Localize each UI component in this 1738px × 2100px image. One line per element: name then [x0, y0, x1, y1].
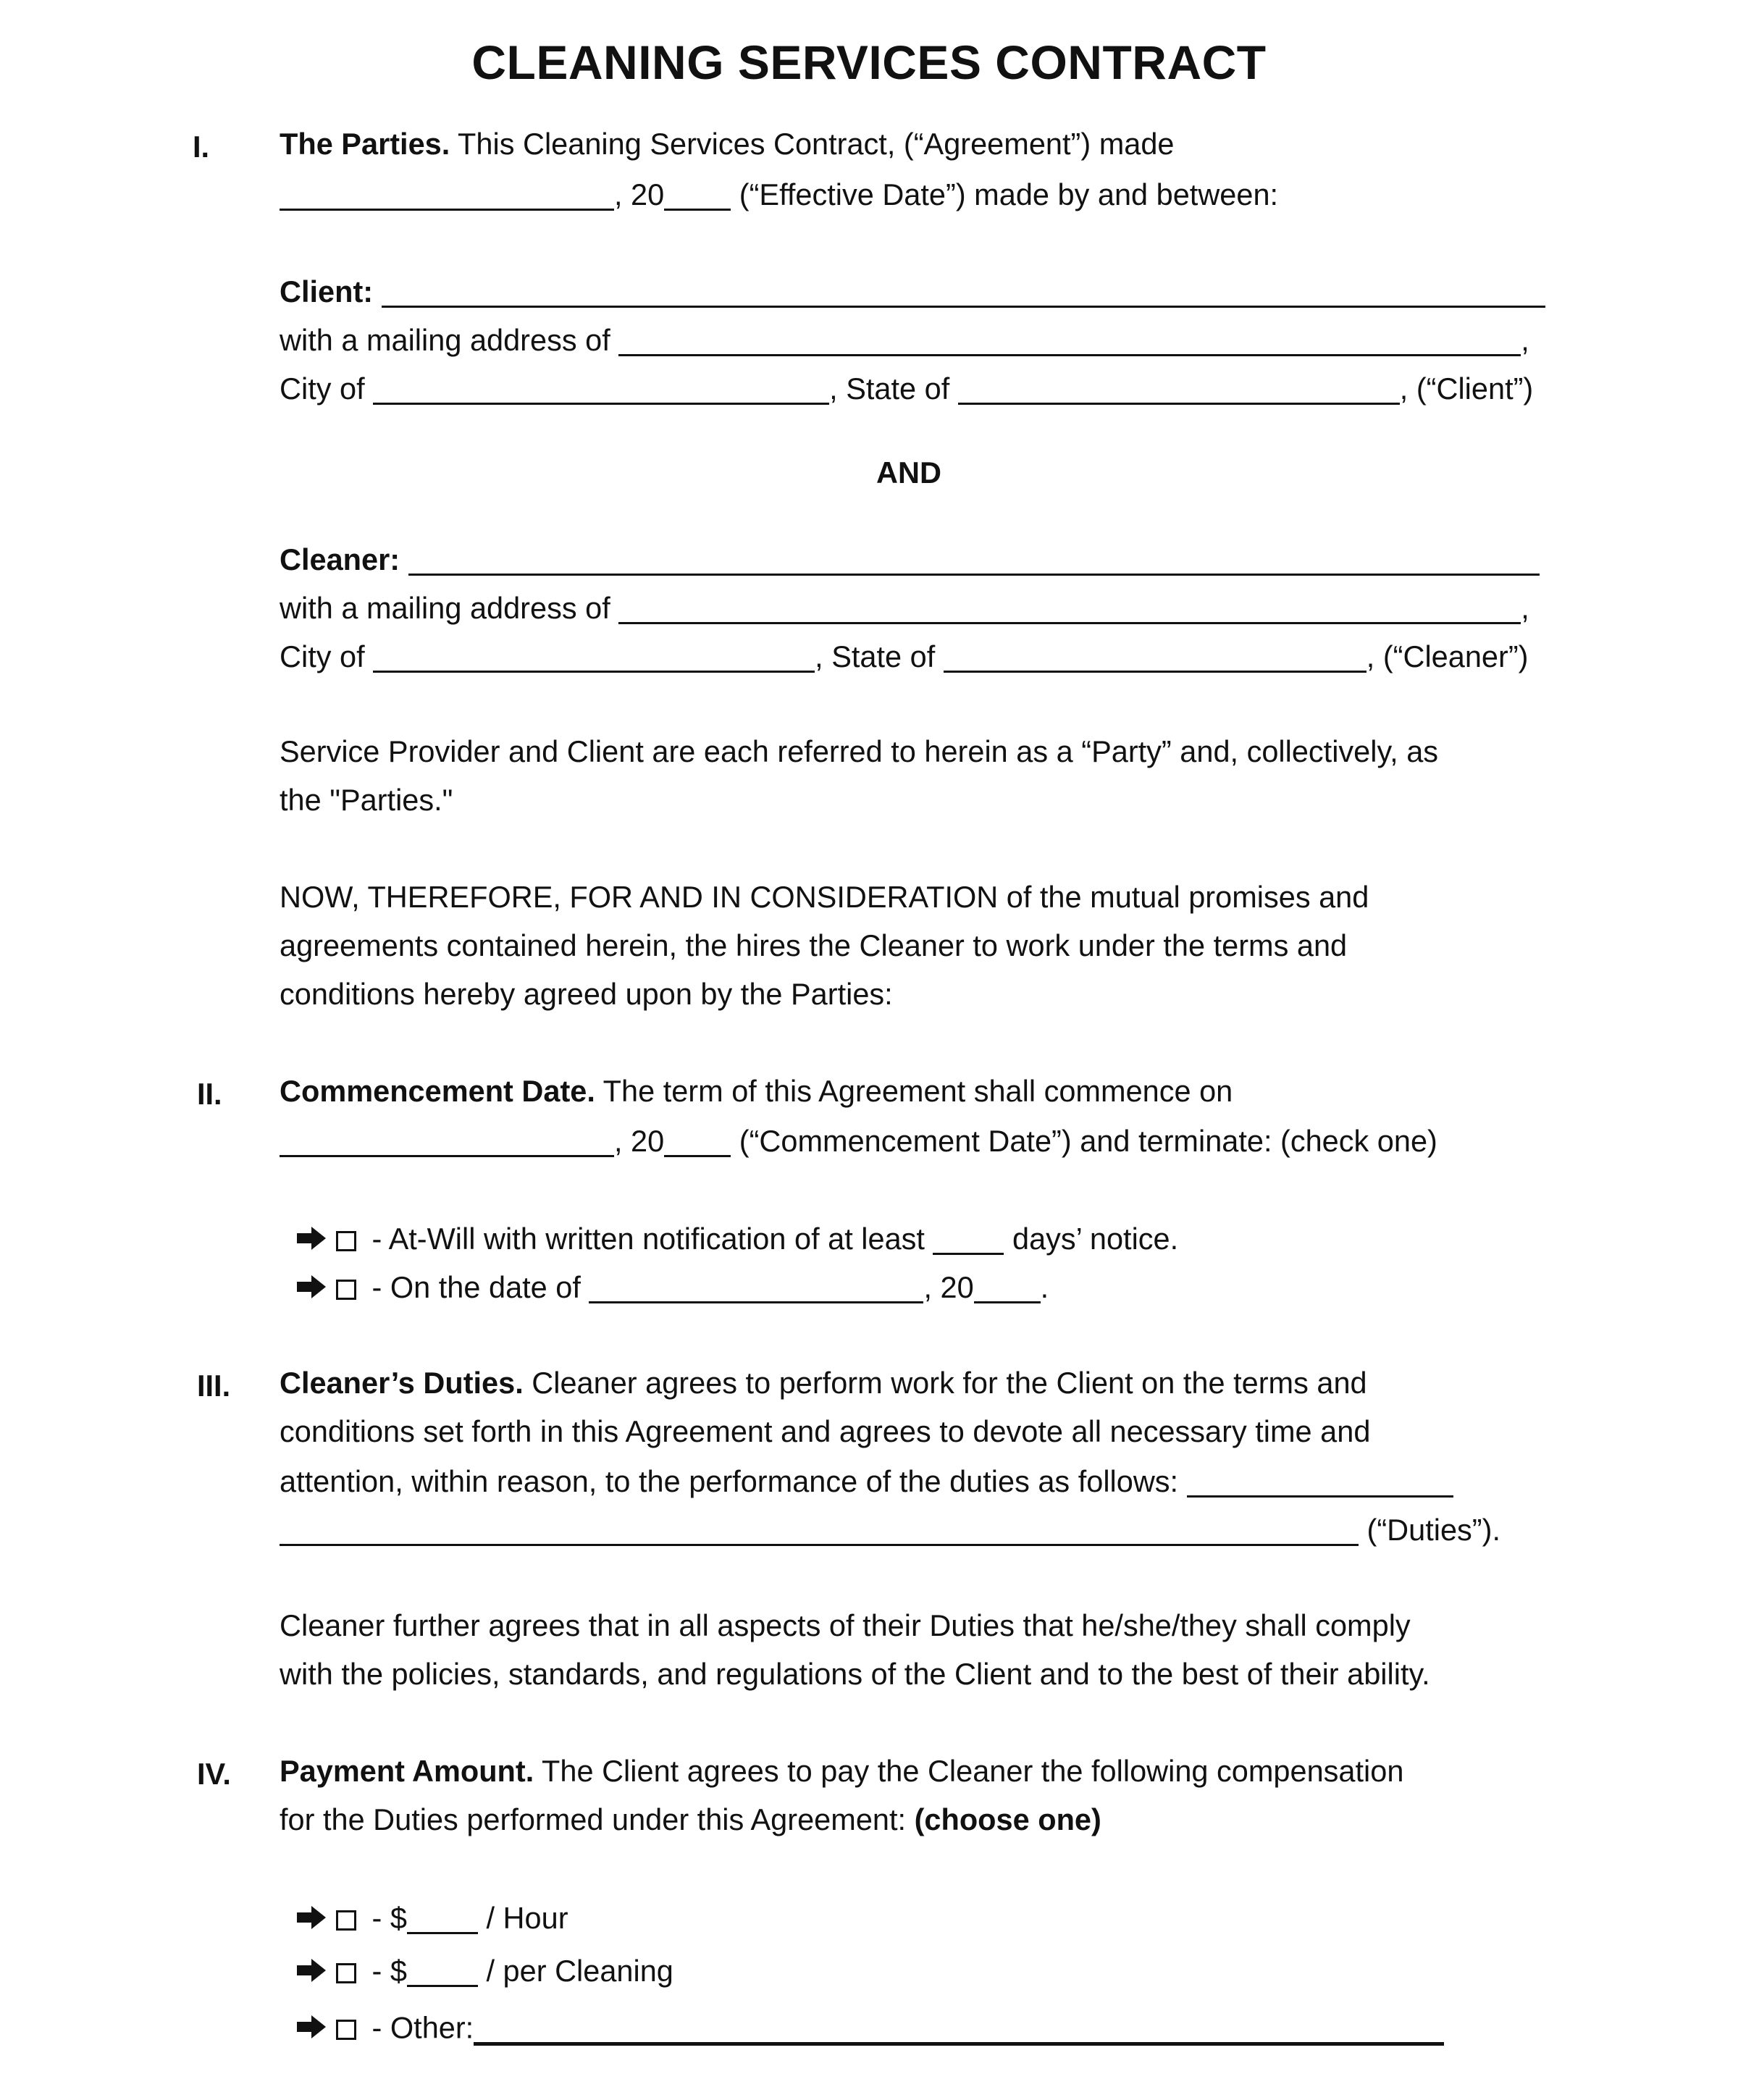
commencement-text: (“Commencement Date”) and terminate: (check one)	[731, 1124, 1437, 1159]
effective-date-blank[interactable]	[280, 178, 614, 211]
section-3-heading: Cleaner’s Duties.	[280, 1366, 524, 1400]
client-defined-term: , (“Client”)	[1399, 371, 1534, 406]
hourly-rate-blank[interactable]	[407, 1902, 478, 1934]
payment-option-hourly	[297, 1902, 568, 1934]
client-address-blank[interactable]	[618, 324, 1521, 356]
client-city-label: City of	[280, 371, 365, 406]
section-number-4: IV.	[197, 1757, 231, 1791]
section-3-line-4	[280, 1513, 1500, 1546]
year-prefix: , 20	[614, 177, 665, 212]
cleaner-name-blank[interactable]	[408, 543, 1540, 576]
duties-blank-1[interactable]	[1187, 1465, 1453, 1498]
cleaner-mailing-label: with a mailing address of	[280, 591, 610, 626]
termination-option-date	[297, 1271, 1049, 1303]
checkbox-icon[interactable]	[336, 1231, 356, 1251]
cleaner-city-label: City of	[280, 639, 365, 674]
section-number-1: I.	[193, 130, 210, 164]
right-arrow-icon	[297, 1904, 326, 1934]
termination-date-blank[interactable]	[589, 1271, 923, 1303]
recital-line-1: NOW, THEREFORE, FOR AND IN CONSIDERATION of the mutual promises and	[280, 880, 1369, 914]
right-arrow-icon	[297, 1957, 326, 1987]
client-name-line	[280, 275, 1545, 308]
checkbox-icon[interactable]	[336, 1963, 356, 1983]
option-text: - Other:	[364, 2010, 474, 2045]
cleaner-address-line	[280, 592, 1529, 624]
cleaner-city-blank[interactable]	[373, 640, 815, 673]
option-text: / per Cleaning	[477, 1954, 673, 1988]
recital-line-3: conditions hereby agreed upon by the Parties:	[280, 977, 893, 1011]
section-3-text: Cleaner agrees to perform work for the Client on the terms and	[523, 1366, 1367, 1400]
section-4-line-2	[280, 1802, 1101, 1836]
cleaner-defined-term: , (“Cleaner”)	[1366, 639, 1529, 674]
section-2-heading: Commencement Date.	[280, 1074, 595, 1108]
right-arrow-icon	[297, 1273, 326, 1303]
option-text: - $	[364, 1954, 407, 1988]
duties-defined-term: (“Duties”).	[1359, 1513, 1500, 1547]
section-3-paragraph-2-line-1: Cleaner further agrees that in all aspects of their Duties that he/she/they shall comply	[280, 1608, 1411, 1642]
termination-year-blank[interactable]	[974, 1271, 1041, 1303]
payment-option-other	[297, 2007, 1444, 2046]
option-text: - At-Will with written notification of at least	[364, 1222, 933, 1256]
client-address-line	[280, 324, 1529, 356]
effective-date-text: (“Effective Date”) made by and between:	[731, 177, 1279, 212]
section-3-paragraph-2-line-2: with the policies, standards, and regulations of the Client and to the best of their ability.	[280, 1657, 1430, 1691]
section-3-line-3	[280, 1465, 1453, 1498]
recital-line-2: agreements contained herein, the hires the Cleaner to work under the terms and	[280, 928, 1348, 962]
cleaner-city-line	[280, 640, 1528, 673]
client-name-blank[interactable]	[382, 275, 1545, 308]
per-cleaning-rate-blank[interactable]	[407, 1954, 478, 1987]
client-mailing-label: with a mailing address of	[280, 323, 610, 358]
section-3-text: attention, within reason, to the performance of the duties as follows:	[280, 1464, 1187, 1499]
commencement-date-blank[interactable]	[280, 1125, 614, 1157]
parties-paragraph-line-1: Service Provider and Client are each referred to herein as a “Party” and, collectively, as	[280, 734, 1439, 768]
year-prefix: , 20	[614, 1124, 665, 1159]
section-1-line-1	[280, 129, 1175, 159]
option-text: days’ notice.	[1004, 1222, 1179, 1256]
right-arrow-icon	[297, 1225, 326, 1255]
notice-days-blank[interactable]	[933, 1222, 1004, 1255]
parties-paragraph-line-2: the "Parties."	[280, 783, 453, 817]
section-1-text: This Cleaning Services Contract, (“Agreement”) made	[450, 127, 1175, 161]
section-1-heading: The Parties.	[280, 127, 450, 161]
commencement-year-blank[interactable]	[664, 1125, 731, 1157]
cleaner-state-label: , State of	[815, 639, 936, 674]
comma: ,	[1521, 591, 1529, 626]
option-text: / Hour	[477, 1901, 568, 1936]
year-prefix: , 20	[923, 1270, 974, 1305]
section-number-3: III.	[197, 1369, 231, 1403]
duties-blank-2[interactable]	[280, 1513, 1359, 1546]
section-2-line-1	[280, 1076, 1233, 1106]
client-city-line	[280, 372, 1533, 405]
client-state-blank[interactable]	[958, 372, 1400, 405]
termination-option-at-will	[297, 1222, 1178, 1255]
payment-option-per-cleaning	[297, 1954, 673, 1987]
section-4-heading: Payment Amount.	[280, 1754, 534, 1788]
right-arrow-icon	[297, 2013, 326, 2044]
client-city-blank[interactable]	[373, 372, 829, 405]
cleaner-label: Cleaner:	[280, 542, 400, 577]
checkbox-icon[interactable]	[336, 1280, 356, 1300]
section-3-line-2: conditions set forth in this Agreement and agrees to devote all necessary time and	[280, 1414, 1371, 1448]
document-title: CLEANING SERVICES CONTRACT	[471, 35, 1267, 89]
section-3-line-1	[280, 1368, 1367, 1398]
client-state-label: , State of	[829, 371, 950, 406]
checkbox-icon[interactable]	[336, 2020, 356, 2040]
option-text: - On the date of	[364, 1270, 589, 1305]
comma: ,	[1521, 323, 1529, 358]
section-1-line-2	[280, 178, 1278, 211]
other-payment-blank[interactable]	[474, 2007, 1444, 2046]
and-divider: AND	[876, 455, 941, 490]
effective-year-blank[interactable]	[664, 178, 731, 211]
section-4-text: for the Duties performed under this Agreement:	[280, 1802, 915, 1836]
section-4-line-1	[280, 1756, 1403, 1786]
section-4-text: The Client agrees to pay the Cleaner the following compensation	[534, 1754, 1404, 1788]
cleaner-name-line	[280, 543, 1540, 576]
cleaner-address-blank[interactable]	[618, 592, 1521, 624]
section-2-line-2	[280, 1125, 1437, 1157]
option-text: - $	[364, 1901, 407, 1936]
cleaner-state-blank[interactable]	[944, 640, 1367, 673]
section-number-2: II.	[197, 1077, 222, 1111]
checkbox-icon[interactable]	[336, 1910, 356, 1931]
choose-one-label: (choose one)	[914, 1802, 1101, 1836]
period: .	[1040, 1270, 1049, 1305]
client-label: Client:	[280, 274, 374, 309]
section-2-text: The term of this Agreement shall commence on	[595, 1074, 1233, 1108]
